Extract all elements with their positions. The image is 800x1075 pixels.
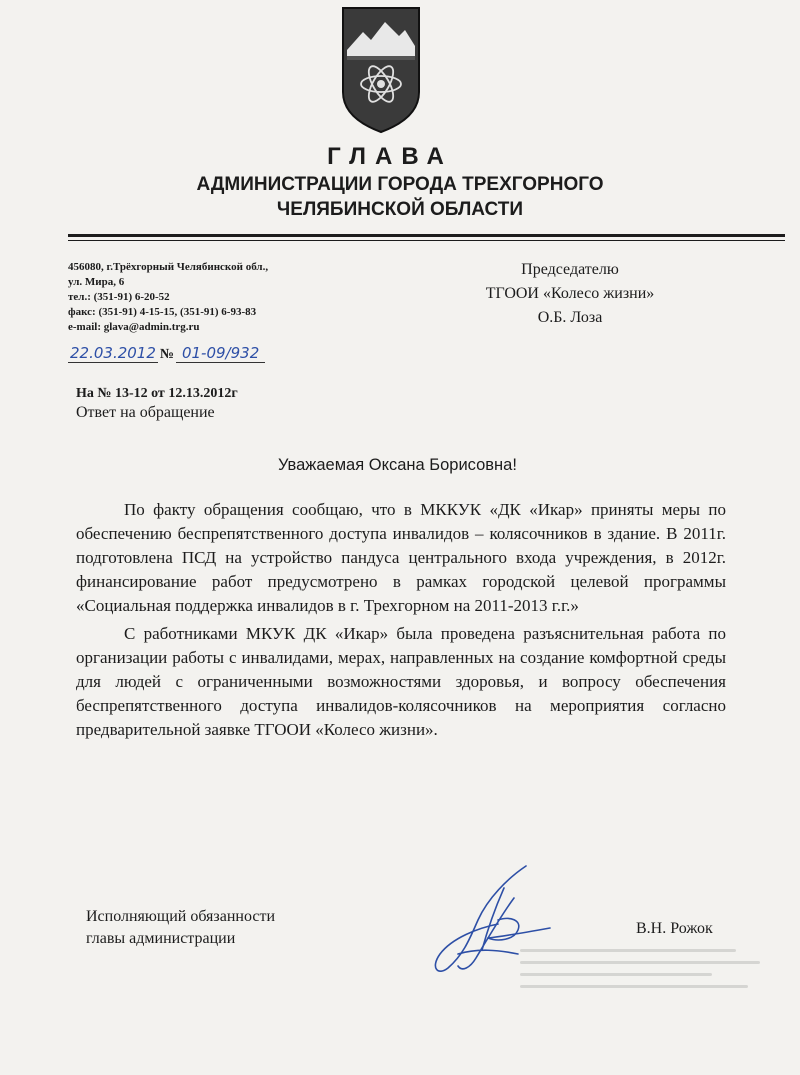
registration-stamp [68,344,265,363]
signatory-name: В.Н. Рожок [636,920,713,937]
registration-date: 22.03.2012 [70,344,156,362]
header-divider-thick [68,234,785,237]
registration-no-label: № [159,347,174,362]
subject-line: Ответ на обращение [76,404,215,421]
header-divider-thin [68,240,785,241]
fax: факс: (351-91) 4-15-15, (351-91) 6-93-83 [68,306,257,318]
city-coat-of-arms-icon [341,6,421,134]
handwritten-signature-icon [418,858,568,978]
header-subtitle-line1: АДМИНИСТРАЦИИ ГОРОДА ТРЕХГОРНОГО [196,174,604,195]
registration-number: 01-09/932 [176,344,265,363]
header-subtitle-line2: ЧЕЛЯБИНСКОЙ ОБЛАСТИ [276,199,524,220]
sender-contacts [68,260,268,335]
position-line1: Исполняющий обязанности [86,908,276,925]
address-line2: ул. Мира, 6 [68,276,125,288]
paragraph: По факту обращения сообщаю, что в МККУК «ДК «Икар» приняты меры по обеспечению беспрепятственного доступа инвалидов – колясочников в здание. В 2011г. подготовлена ПСД на устройство пандуса центрального входа учреждения, в 2012г. финансирование работ предусмотрено в рамках городской целевой программы «Социальная поддержка инвалидов в г. Трехгорном на 2011-2013 г.г.» [76,500,726,615]
phone: тел.: (351-91) 6-20-52 [68,291,170,303]
email: e-mail: glava@admin.trg.ru [68,321,200,333]
addressee-line2: ТГООИ «Колесо жизни» [485,285,655,302]
header-title: ГЛАВА [327,143,453,170]
address-line1: 456080, г.Трёхгорный Челябинской обл., [68,261,269,273]
reference-line: На № 13-12 от 12.13.2012г [76,386,238,401]
addressee-line1: Председателю [521,261,619,278]
position-line2: главы администрации [86,930,236,947]
addressee-line3: О.Б. Лоза [537,309,603,326]
letter-body [76,498,726,746]
salutation: Уважаемая Оксана Борисовна! [278,456,517,474]
signatory-position [86,906,275,950]
paragraph: С работниками МКУК ДК «Икар» была проведена разъяснительная работа по организации работы с инвалидами, мерах, направленных на создание комфортной среды для людей с ограниченными возможностями здоровья, и вопросу обеспечения беспрепятственного доступа инвалидов-колясочников на мероприятия согласно предварительной заявке ТГООИ «Колесо жизни». [76,624,726,739]
addressee-block [460,258,680,330]
